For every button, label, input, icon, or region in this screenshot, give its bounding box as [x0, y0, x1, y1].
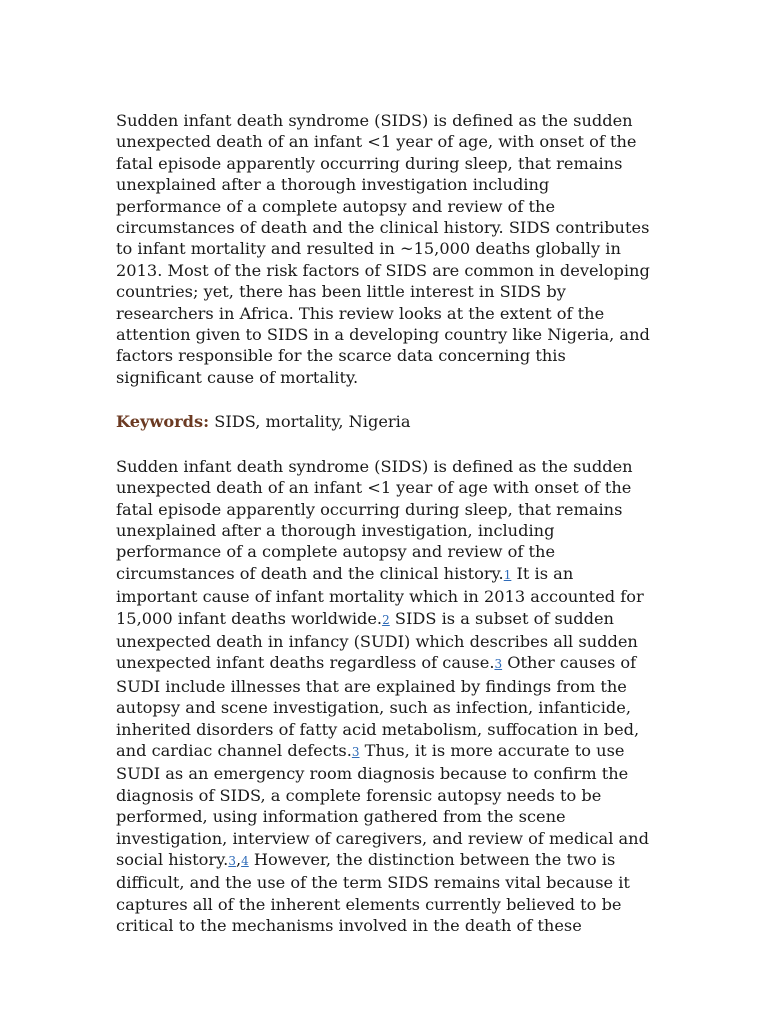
body-sentence-2: It is an important cause of infant mortality which in 2013 accounted for 15,000 infant deaths worldwide. [116, 563, 644, 628]
abstract-paragraph: Sudden infant death syndrome (SIDS) is defined as the sudden unexpected death of an infant <1 year of age, with onset of the fatal episode apparently occurring during sleep, that remains unexplained after a thorough investigation including performance of a complete autopsy and review of the circumstances of death and the clinical history. SIDS contributes to infant mortality and resulted in ~15,000 deaths globally in 2013. Most of the risk factors of SIDS are common in developing countries; yet, there has been little interest in SIDS by researchers in Africa. This review looks at the extent of the attention given to SIDS in a developing country like Nigeria, and factors responsible for the scarce data concerning this significant cause of mortality. [116, 111, 650, 387]
document-page [116, 110, 656, 937]
reference-link-3b[interactable]: 3 [351, 744, 360, 759]
body-sentence-6: However, the distinction between the two is difficult, and the use of the term SIDS remains vital because it captures all of the inherent elements currently believed to be critical to the mechanisms involved in the death of these [116, 850, 630, 936]
reference-link-4[interactable]: 4 [241, 854, 249, 868]
reference-link-3[interactable]: 3 [494, 657, 503, 672]
body-paragraph [116, 456, 656, 937]
reference-link-1[interactable]: 1 [503, 567, 512, 582]
body-sentence-3: SIDS is a subset of sudden unexpected death in infancy (SUDI) which describes all sudden unexpected infant deaths regardless of cause. [116, 608, 638, 673]
body-sentence-1: Sudden infant death syndrome (SIDS) is defined as the sudden unexpected death of an infant <1 year of age with onset of the fatal episode apparently occurring during sleep, that remains unexplained after a thorough investigation, including performance of a complete autopsy and review of the circumstances of death and the clinical history. [116, 456, 633, 583]
reference-link-2[interactable]: 2 [382, 612, 390, 627]
keywords-label: Keywords: [116, 412, 210, 432]
keywords-line [116, 411, 656, 432]
body-sentence-4: Other causes of SUDI include illnesses that are explained by findings from the autopsy and scene investigation, such as infection, infanticide, inherited disorders of fatty acid metabolism, suffocation in bed, and cardiac channel defects. [116, 653, 640, 760]
keywords-value: SIDS, mortality, Nigeria [209, 412, 411, 432]
body-sentence-5: Thus, it is more accurate to use SUDI as an emergency room diagnosis because to confirm the diagnosis of SIDS, a complete forensic autopsy needs to be performed, using information gathered from the scene investigation, interview of caregivers, and review of medical and social history. [116, 740, 649, 869]
reference-link-3c[interactable]: 3 [228, 854, 236, 868]
reference-separator: , [235, 850, 242, 869]
